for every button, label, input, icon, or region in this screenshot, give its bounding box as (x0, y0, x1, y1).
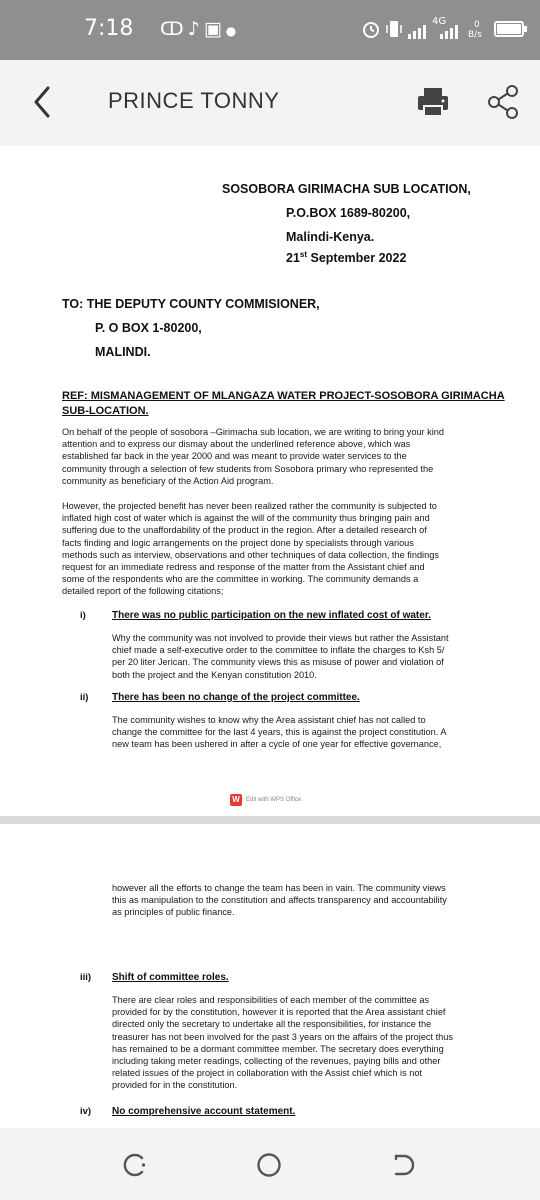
document-page-2[interactable] (0, 824, 540, 1128)
data-rate-unit: B/s (468, 30, 482, 40)
battery-icon (494, 21, 524, 37)
item-4-heading: No comprehensive account statement. (112, 1106, 296, 1117)
address-line-1: SOSOBORA GIRIMACHA SUB LOCATION, (222, 182, 471, 196)
item-2-body: The community wishes to know why the Area assistant chief has not called to change the committee for the last 4 years, this is against the project constitution. A new team has been ushered in after a cycle of one year for effective governance, (112, 715, 447, 750)
item-1-body: Why the community was not involved to provide their views but rather the Assistant chief made a self-executive order to the committee to inflate the charges to Ksh 5/ per 20 liter Jerican. The community views this as misuse of power and violation of both the project and the Kenyan constitution 2010. (112, 633, 449, 680)
back-button[interactable] (26, 82, 60, 122)
status-time: 7:18 (84, 16, 134, 41)
app-icon: ▣ (203, 18, 226, 40)
notification-icons (160, 18, 240, 40)
wps-logo-icon: W (230, 794, 242, 806)
back-arrow-icon (26, 82, 60, 122)
item-2-continuation: however all the efforts to change the team has been in vain. The community views this as manipulation to the constitution and affects transparency and accountability as principles of public finance. (112, 883, 447, 918)
recent-apps-icon (118, 1148, 152, 1182)
print-icon (416, 82, 450, 122)
data-rate-value: 0 (474, 20, 480, 30)
reference-line-2: SUB-LOCATION. (62, 405, 149, 417)
sync-icon: ↀ (160, 18, 188, 40)
document-title: PRINCE TONNY (108, 88, 280, 113)
dot-icon: ● (225, 24, 241, 38)
paragraph-1: On behalf of the people of sosobora –Girimacha sub location, we are writing to bring your kind attention and to express our dismay about the underlined reference above, which was established far back in the year 2000 and was meant to provide water services to the community through a selection of few students from Sosobora primary who represented the community as beneficiary of the Action Aid program. (62, 427, 445, 486)
print-button[interactable] (416, 82, 450, 122)
status-bar (0, 0, 540, 60)
address-line-2: P.O.BOX 1689-80200, (286, 206, 411, 220)
recent-apps-button[interactable] (118, 1148, 152, 1182)
wps-watermark: W Edit with WPS Office (230, 794, 301, 808)
item-2-number: ii) (80, 692, 89, 703)
alarm-icon (362, 19, 380, 39)
item-3-number: iii) (80, 972, 92, 983)
system-icons (362, 16, 532, 46)
item-2-heading: There has been no change of the project committee. (112, 692, 360, 703)
tiktok-icon: ♪ (187, 18, 204, 40)
network-type: 4G (432, 16, 447, 27)
home-icon (252, 1148, 286, 1182)
reference-line-1: REF: MISMANAGEMENT OF MLANGAZA WATER PROJECT-SOSOBORA GIRIMACHA (62, 390, 505, 402)
share-icon (486, 84, 520, 120)
letter-date: 21st September 2022 (286, 250, 407, 266)
document-page-1[interactable] (0, 146, 540, 816)
share-button[interactable] (486, 84, 520, 120)
recipient-box: P. O BOX 1-80200, (95, 321, 202, 335)
back-nav-icon (386, 1148, 420, 1182)
item-4-number: iv) (80, 1106, 92, 1117)
recipient-city: MALINDI. (95, 345, 151, 359)
address-line-3: Malindi-Kenya. (286, 230, 375, 244)
vibrate-icon (386, 19, 402, 39)
item-3-body: There are clear roles and responsibilities of each member of the committee as provided for by the constitution, however it is reported that the Area assistant chief directed only the secretary to undertake all the responsibilities, for instance the treasurer has not been involved for the past 3 years on the affairs of the project thus has remained to be a dormant committee member. The secretary does everything including taking meter readings, collecting of the revenues, paying bills and other related issues of the project in collaboration with the Assist chief which is not provided for in the constitution. (112, 995, 453, 1091)
page-separator (0, 816, 540, 824)
navigation-bar (0, 1128, 540, 1200)
back-nav-button[interactable] (386, 1148, 420, 1182)
paragraph-2: However, the projected benefit has never been realized rather the community is subjected to inflated high cost of water which is against the will of the community thus bringing pain and suffering due to the unaffordability of the product in the region. After a detailed research of facts finding and logic arrangements on the project done by specialists through various methods such as interview, observations and other techniques of data collection, the findings request for an immediate redress and response of the matter from the Assistant chief and some of the respondents who are the committee in working. The community demands a detailed report of the following citations; (62, 501, 439, 597)
app-header (0, 60, 540, 146)
item-1-heading: There was no public participation on the new inflated cost of water. (112, 610, 431, 621)
recipient-line: TO: THE DEPUTY COUNTY COMMISIONER, (62, 297, 320, 311)
home-button[interactable] (252, 1148, 286, 1182)
item-3-heading: Shift of committee roles. (112, 972, 229, 983)
item-1-number: i) (80, 610, 86, 621)
